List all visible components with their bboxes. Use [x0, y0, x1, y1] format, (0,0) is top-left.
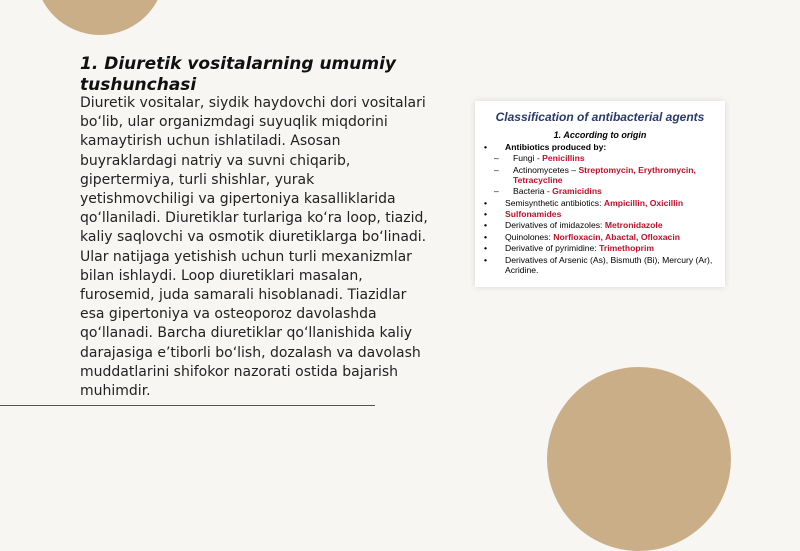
- slide-title: 1. Diuretik vositalarning umumiy tushunchasi: [80, 54, 396, 95]
- list-item: [483, 209, 717, 219]
- bullet-icon: •: [484, 243, 488, 254]
- item-drugs: Metronidazole: [604, 220, 663, 231]
- dash-icon: –: [494, 186, 499, 197]
- item-label: Actinomycetes –: [513, 164, 579, 175]
- item-label: Fungi -: [513, 153, 543, 164]
- list-item: [483, 153, 717, 163]
- item-drugs: Ampicillin, Oxicillin: [603, 197, 684, 208]
- list-item: [483, 255, 717, 275]
- list-item: [483, 142, 717, 152]
- item-label: Derivatives of imidazoles:: [505, 220, 605, 231]
- figure-title: Classification of antibacterial agents: [495, 110, 705, 124]
- bullet-icon: •: [484, 254, 488, 265]
- dash-icon: –: [494, 153, 499, 164]
- item-drugs: Streptomycin, Erythromycin, Tetracycline: [513, 164, 696, 185]
- item-drugs: Trimethoprim: [599, 243, 655, 254]
- figure-subtitle: 1. According to origin: [553, 130, 647, 140]
- dash-icon: –: [494, 164, 499, 175]
- bullet-icon: •: [484, 197, 488, 208]
- bullet-icon: •: [484, 208, 488, 219]
- bullet-icon: •: [484, 142, 488, 152]
- slide-body-text: Diuretik vositalar, siydik haydovchi dori vositalari bo‘lib, ular organizmdagi suyuqlik miqdorini kamaytirish uchun ishlatiladi. Asosan buyraklardagi natriy va suvni chiqarib, gipertermiya, turli shishlar, yurak yetishmovchiligi va gipertoniya kasalliklarida qo‘llaniladi. Diuretiklar turlariga ko‘ra loop, tiazid, kaliy saqlovchi va osmotik diuretiklarga bo‘linadi. Ular natijaga yetishish uchun turli mexanizmlar bilan ishlaydi. Loop diuretiklari masalan, furosemid, juda samarali hisoblanadi. Tiazidlar esa gipertoniya va osteoporoz davolashda qo‘llanadi. Barcha diuretiklar qo‘llanishida kaliy darajasiga e’tiborli bo‘lish, dozalash va davolash muddatlarini shifokor nazorati ostida bajarish muhimdir.: [80, 95, 428, 400]
- item-drugs: Norfloxacin, Abactal, Ofloxacin: [553, 231, 680, 242]
- list-item: [483, 198, 717, 208]
- list-item: [483, 220, 717, 230]
- item-label: Derivatives of Arsenic (As), Bismuth (Bi), Mercury (Ar), Acridine.: [505, 254, 713, 275]
- item-label: Derivative of pyrimidine:: [505, 243, 600, 254]
- bullet-icon: •: [484, 231, 488, 242]
- list-item: [483, 165, 717, 185]
- list-item: [483, 186, 717, 196]
- item-drugs: Sulfonamides: [505, 208, 562, 219]
- item-label: Bacteria -: [513, 186, 553, 197]
- list-item: [483, 232, 717, 242]
- item-drugs: Penicillins: [542, 153, 585, 164]
- item-label: Antibiotics produced by:: [505, 142, 607, 152]
- classification-list: [483, 142, 717, 275]
- horizontal-divider: [0, 405, 375, 406]
- bullet-icon: •: [484, 220, 488, 231]
- item-label: Semisynthetic antibiotics:: [505, 197, 604, 208]
- item-label: Quinolones:: [505, 231, 554, 242]
- decorative-circle-top: [35, 0, 165, 35]
- list-item: [483, 243, 717, 253]
- classification-figure: [475, 101, 725, 287]
- item-drugs: Gramicidins: [552, 186, 602, 197]
- decorative-circle-bottom: [547, 367, 731, 551]
